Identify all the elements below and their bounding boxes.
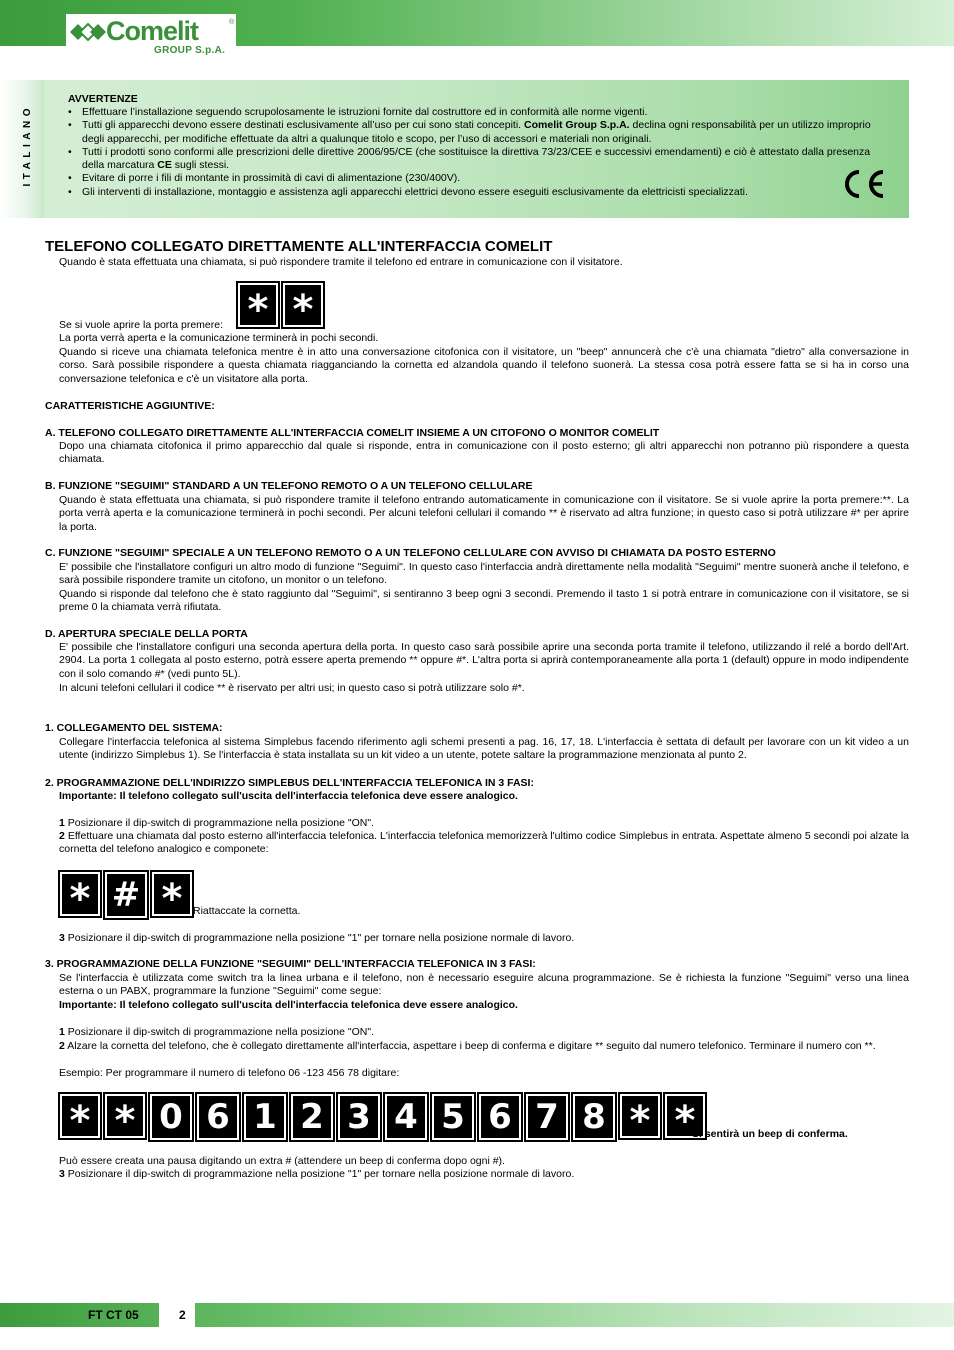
step2-substep (59, 932, 909, 945)
document-code: FT CT 05 (88, 1308, 139, 1322)
keypad-key: 1 (243, 1093, 287, 1141)
step2-title: 2. PROGRAMMAZIONE DELL'INDIRIZZO SIMPLEBUS DELL'INTERFACCIA TELEFONICA IN 3 FASI: (45, 777, 534, 789)
keypad-key: 6 (196, 1093, 240, 1141)
number-keys (59, 1093, 706, 1144)
warning-item: • Tutti i prodotti sono conformi alle prescrizioni delle direttive 2006/95/CE (che sostituisce la direttiva 73/23/CEE e successivi emendamenti) e ciò è attestato dalla presenza della marcatura CE sugli stessi. (68, 146, 888, 173)
substep-text: Posizionare il dip-switch di programmazione nella posizione "1" per tornare nella posizione normale di lavoro. (67, 932, 575, 944)
confirm-beep-text: Si sentirà un beep di conferma. (692, 1128, 848, 1140)
section-c-text: E' possibile che l'installatore configuri un altro modo di funzione "Seguimi". In questo caso l'interfaccia andrà direttamente nella modalità "Seguimi" mentre suonerà anche il telefono, e sarà possibile rispondere tramite un citofono, un monitor o un telefono. (59, 561, 909, 587)
keypad-key: # (104, 871, 148, 919)
step1-title: 1. COLLEGAMENTO DEL SISTEMA: (45, 722, 223, 734)
warning-item: • Evitare di porre i fili di montante in prossimità di cavi di alimentazione (230/400V). (68, 172, 888, 185)
footer-page-box (159, 1303, 195, 1327)
example-text: Esempio: Per programmare il numero di telefono 06 -123 456 78 digitare: (59, 1067, 400, 1079)
logo-mark-icon (70, 20, 106, 44)
footer-bar (0, 1303, 954, 1327)
pause-text: Può essere creata una pausa digitando un extra # (attendere un beep di conferma dopo ogni #). (59, 1155, 505, 1167)
warning-item: • Gli interventi di installazione, montaggio e assistenza agli apparecchi elettrici devono essere eseguiti esclusivamente da elettricisti specializzati. (68, 186, 888, 199)
section-c-text: Quando si risponde dal telefono che è stato raggiunto dal "Seguimi", si sentiranno 3 beep ogni 3 secondi. Premendo il tasto 1 si potrà entrare in comunicazione con il visitatore, se si preme 0 la chiamata verrà rifiutata. (59, 588, 909, 614)
keypad-key: * (664, 1093, 706, 1139)
substep-number: 2 (59, 830, 65, 842)
substep-number: 3 (59, 1168, 65, 1180)
language-label: ITALIANO (22, 104, 33, 187)
section-d-title: D. APERTURA SPECIALE DELLA PORTA (45, 628, 248, 640)
warning-item: • Tutti gli apparecchi devono essere destinati esclusivamente all’uso per cui sono stati concepiti. Comelit Group S.p.A. declina ogni responsabilità per un utilizzo improprio degli apparecchi, per modifiche effettuate da altri a qualunque titolo e scopo, per l’uso di accessori e materiali non originali. (68, 119, 888, 146)
step3-substep (59, 1040, 909, 1053)
substep-number: 1 (59, 1026, 65, 1038)
keypad-key: * (282, 282, 324, 328)
open-door-keys (237, 282, 324, 333)
keypad-key: 8 (572, 1093, 616, 1141)
substep-text: Posizionare il dip-switch di programmazione nella posizione "1" per tornare nella posizione normale di lavoro. (67, 1168, 575, 1180)
hang-up-text: Riattaccate la cornetta. (193, 905, 301, 917)
brand-name: Comelit (106, 16, 199, 46)
keypad-key: * (59, 1093, 101, 1139)
keypad-key: * (151, 871, 193, 917)
ce-mark-icon (839, 168, 887, 200)
simplebus-keys (59, 871, 193, 922)
step3-substep (59, 1026, 909, 1039)
keypad-key: 4 (384, 1093, 428, 1141)
section-a-title: A. TELEFONO COLLEGATO DIRETTAMENTE ALL'INTERFACCIA COMELIT INSIEME A UN CITOFONO O MONITOR COMELIT (45, 427, 660, 439)
substep-text: Effettuare una chiamata dal posto esterno all'interfaccia telefonica. L'interfaccia telefonica memorizzerà l'ultimo codice Simplebus in entrata. Aspettate almeno 5 secondi poi alzate la cornetta del telefono analogico e componete: (59, 830, 910, 856)
warning-title: AVVERTENZE (68, 93, 138, 105)
intro-text: Quando è stata effettuata una chiamata, si può rispondere tramite il telefono ed entrare in comunicazione con il visitatore. (59, 256, 623, 268)
step2-important: Importante: Il telefono collegato sull'uscita dell'interfaccia telefonica deve essere analogico. (59, 790, 518, 802)
comelit-logo (66, 14, 236, 58)
call-waiting-text: Quando si riceve una chiamata telefonica mentre è in atto una conversazione citofonica con il visitatore, un "beep" annuncerà che c'è una chiamata "dietro" alla conversazione in corso. Sarà possibile rispondere a questa chiamata riagganciando la cornetta ed alzandola quando il telefono suonerà. La stessa cosa potrà essere fatta se si ha in corso una conversazione telefonica e c'è un visitatore alla porta. (59, 346, 909, 385)
section-b-title: B. FUNZIONE "SEGUIMI" STANDARD A UN TELEFONO REMOTO O A UN TELEFONO CELLULARE (45, 480, 533, 492)
page-number: 2 (179, 1308, 186, 1322)
section-d-text: In alcuni telefoni cellulari il codice ** è riservato per altri usi; in questo caso si potrà utilizzare solo #*. (59, 682, 525, 694)
section-a-text: Dopo una chiamata citofonica il primo apparecchio dal quale si risponde, entra in comunicazione con il posto esterno; gli altri apparecchi non potranno più rispondere a questa chiamata. (59, 440, 909, 466)
warning-list (68, 106, 888, 199)
keypad-key: * (104, 1093, 146, 1139)
step1-text: Collegare l'interfaccia telefonica al sistema Simplebus facendo riferimento agli schemi presenti a pag. 16, 17, 18. L'interfaccia è settata di default per lavorare con un kit video a un utente (indirizzo Simplebus 1). Se l'interfaccia è stata installata su un kit video a un utente, potete saltare la programmazione menzionata al punto 2. (59, 736, 909, 762)
step3-important: Importante: Il telefono collegato sull'uscita dell'interfaccia telefonica deve essere analogico. (59, 999, 518, 1011)
open-door-label: Se si vuole aprire la porta premere: (59, 319, 223, 331)
step3-text: Se l'interfaccia è utilizzata come switch tra la linea urbana e il telefono, non è necessario eseguire alcuna programmazione. Se è richiesta la funzione "Seguimi" verso una linea esterna o un PABX, programmare la funzione "Seguimi" come segue: (59, 972, 909, 998)
step2-substep (59, 817, 909, 830)
keypad-key: 7 (525, 1093, 569, 1141)
registered-mark: ® (229, 19, 235, 26)
substep-number: 1 (59, 817, 65, 829)
step2-substep (59, 830, 909, 857)
keypad-key: 2 (290, 1093, 334, 1141)
keypad-key: * (237, 282, 279, 328)
after-open-text: La porta verrà aperta e la comunicazione terminerà in pochi secondi. (59, 332, 379, 344)
keypad-key: 6 (478, 1093, 522, 1141)
keypad-key: 5 (431, 1093, 475, 1141)
substep-text: Posizionare il dip-switch di programmazione nella posizione "ON". (67, 817, 375, 829)
step3-title: 3. PROGRAMMAZIONE DELLA FUNZIONE "SEGUIMI" DELL'INTERFACCIA TELEFONICA IN 3 FASI: (45, 958, 536, 970)
substep-number: 2 (59, 1040, 65, 1052)
brand-group: GROUP S.p.A. (154, 45, 226, 56)
keypad-key: 3 (337, 1093, 381, 1141)
section-b-text: Quando è stata effettuata una chiamata, si può rispondere tramite il telefono entrando automaticamente in comunicazione con il visitatore. Se si vuole aprire la porta premere:**. La porta verrà aperta e la comunicazione terminerà in pochi secondi. Per alcuni telefoni cellulari il comando ** è riservato ad altra funzione; in questo caso si potrà utilizzare #* per aprire la porta. (59, 494, 909, 533)
page-title: TELEFONO COLLEGATO DIRETTAMENTE ALL'INTERFACCIA COMELIT (45, 238, 553, 255)
section-c-title: C. FUNZIONE "SEGUIMI" SPECIALE A UN TELEFONO REMOTO O A UN TELEFONO CELLULARE CON AVVISO DI CHIAMATA DA POSTO ESTERNO (45, 547, 776, 559)
warning-item: • Effettuare l’installazione seguendo scrupolosamente le istruzioni fornite dal costruttore ed in conformità alle norme vigenti. (68, 106, 888, 119)
substep-text: Alzare la cornetta del telefono, che è collegato direttamente all'interfaccia, aspettare i beep di conferma e digitare ** seguito dal numero telefonico. Terminare il numero con **. (67, 1040, 876, 1052)
keypad-key: 0 (149, 1093, 193, 1141)
step3-substep (59, 1168, 909, 1181)
keypad-key: * (619, 1093, 661, 1139)
section-d-text: E' possibile che l'installatore configuri una seconda apertura della porta. In questo caso sarà possibile aprire una seconda porta tramite il telefono, utilizzando il relé a bordo dell'Art. 2904. La porta 1 collegata al posto esterno, potrà essere aperta premendo ** oppure #*. L'altra porta si aprirà contemporaneamente alla porta 1 (default) oppure in modo indipendente con il solo comando #* (vedi punto 5L). (59, 641, 909, 680)
keypad-key: * (59, 871, 101, 917)
features-title: CARATTERISTICHE AGGIUNTIVE: (45, 400, 215, 412)
substep-text: Posizionare il dip-switch di programmazione nella posizione "ON". (67, 1026, 375, 1038)
substep-number: 3 (59, 932, 65, 944)
